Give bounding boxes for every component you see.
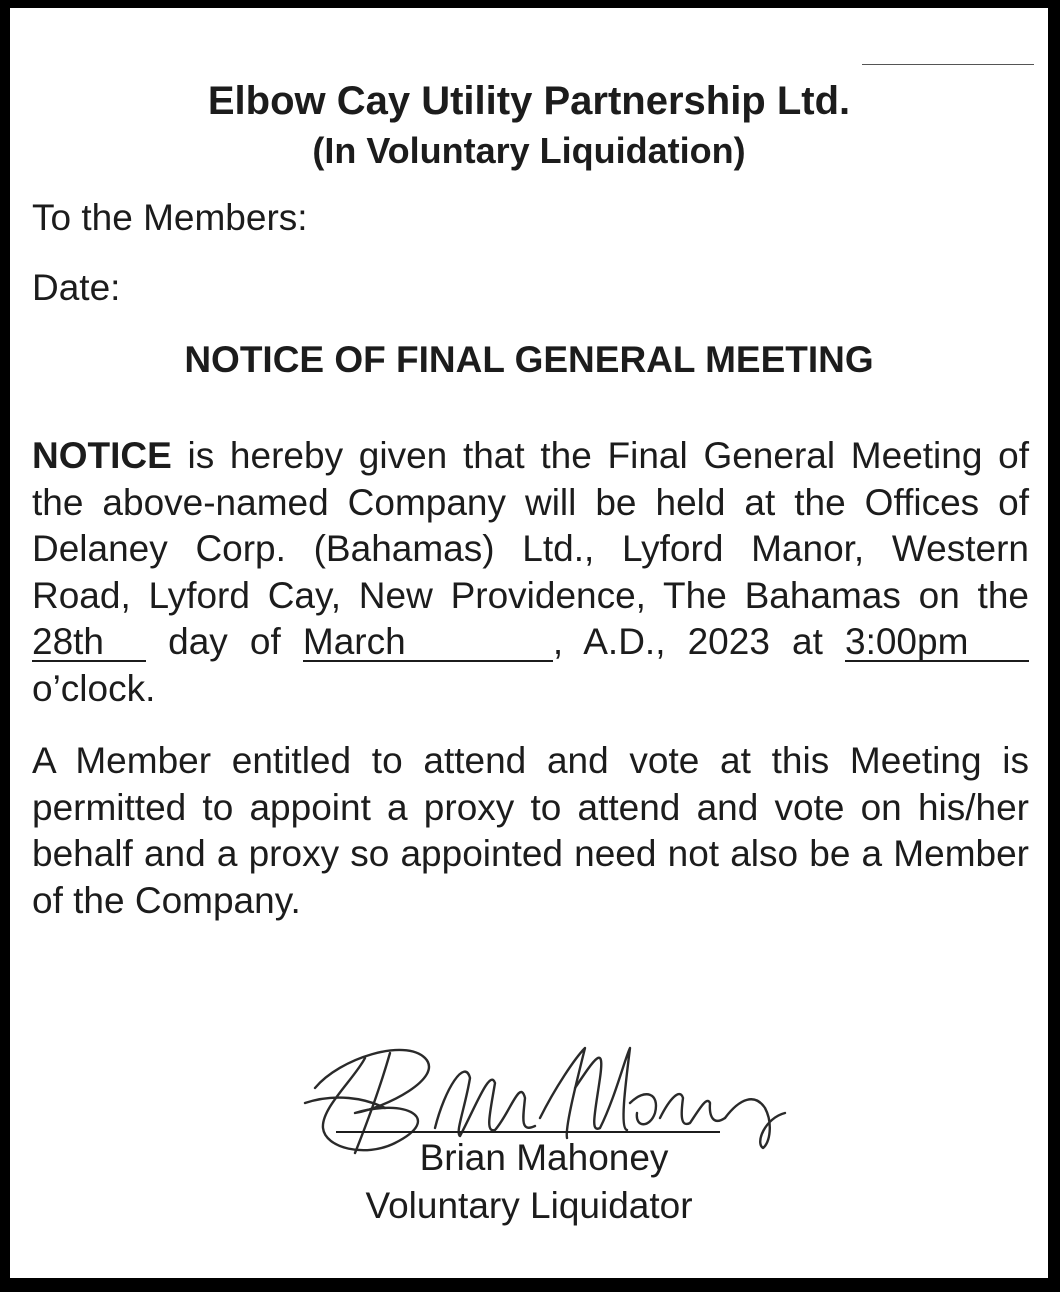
proxy-paragraph: A Member entitled to attend and vote at this Meeting is permitted to appoint a proxy to attend and vote on his/her behalf and a proxy so appointed need not also be a Member of the Company.	[32, 740, 1029, 921]
notice-paragraph	[32, 433, 1029, 712]
company-status: (In Voluntary Liquidation)	[312, 130, 746, 171]
notice-body-3: , A.D., 2023 at	[552, 621, 845, 662]
meeting-day-field: 28th	[32, 624, 146, 662]
meeting-time-field: 3:00pm	[845, 624, 1029, 662]
signature-line	[336, 1131, 720, 1133]
signatory-title: Voluntary Liquidator	[365, 1185, 693, 1226]
meeting-month-field: March	[303, 624, 553, 662]
date-label: Date:	[32, 267, 121, 308]
notice-page	[10, 8, 1048, 1278]
corner-rule	[862, 64, 1034, 65]
company-name: Elbow Cay Utility Partnership Ltd.	[207, 79, 851, 123]
notice-body-1: is hereby given that the Final General Meeting of the above-named Company will be held at the Offices of Delaney Corp. (Bahamas) Ltd., Lyford Manor, Western Road, Lyford Cay, New Providence, The Bahamas on the	[32, 435, 1029, 616]
signatory-name: Brian Mahoney	[419, 1137, 669, 1178]
notice-body-4: o’clock.	[32, 667, 156, 709]
notice-lead: NOTICE	[32, 435, 172, 476]
notice-heading: NOTICE OF FINAL GENERAL MEETING	[184, 339, 874, 380]
addressee: To the Members:	[32, 197, 308, 238]
notice-body-2: day of	[146, 621, 303, 662]
